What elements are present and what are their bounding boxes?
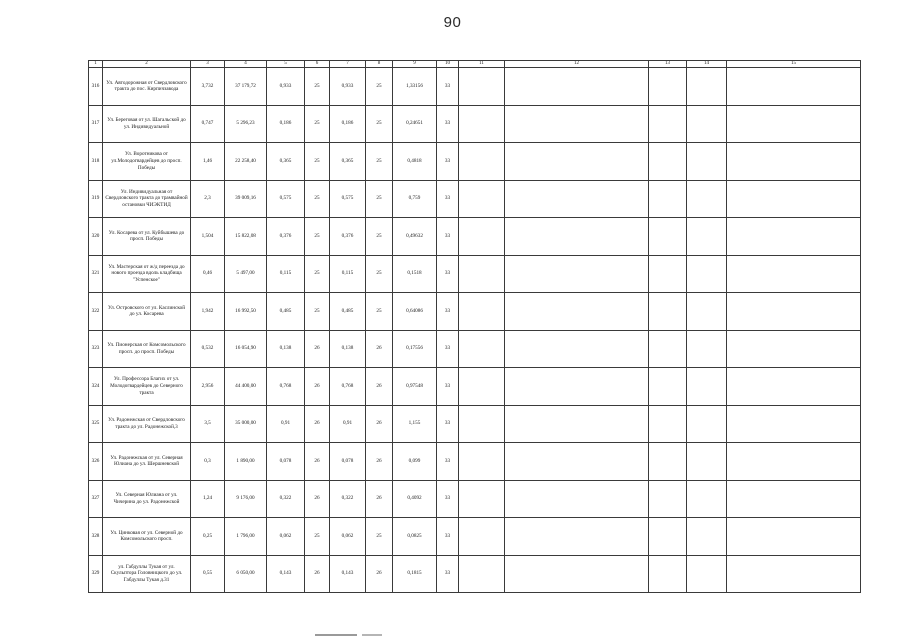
- cell-empty: [649, 255, 687, 293]
- cell-empty: [687, 368, 727, 406]
- cell-empty: [649, 368, 687, 406]
- cell-empty: [505, 255, 649, 293]
- cell-cost: 5 497,00: [225, 255, 267, 293]
- cell-empty: [505, 518, 649, 556]
- cell-empty: [649, 480, 687, 518]
- cell-no: 319: [89, 180, 103, 218]
- cell-c10: 33: [437, 68, 459, 106]
- cell-c8: 25: [366, 143, 393, 181]
- cell-c7: 0,933: [330, 68, 366, 106]
- cell-c9: 0,4092: [393, 480, 437, 518]
- cell-empty: [687, 330, 727, 368]
- cell-empty: [459, 68, 505, 106]
- table-row: [89, 480, 861, 518]
- cell-name: Ул. Мастерская от ж/д переезда до нового проезда вдоль кладбища "Успенское": [103, 255, 191, 293]
- cell-cost: 6 050,00: [225, 555, 267, 593]
- cell-empty: [687, 555, 727, 593]
- cell-c6: 26: [305, 368, 330, 406]
- cell-c9: 1,33156: [393, 68, 437, 106]
- register-table: [88, 60, 861, 593]
- header-row: [89, 61, 861, 68]
- cell-c5: 0,365: [267, 143, 305, 181]
- cell-empty: [649, 555, 687, 593]
- cell-empty: [687, 255, 727, 293]
- cell-name: Ул. Радонежская от ул. Северная Юлиана до ул. Шершневской: [103, 443, 191, 481]
- cell-c9: 0,24651: [393, 105, 437, 143]
- cell-c9: 0,099: [393, 443, 437, 481]
- table-row: [89, 368, 861, 406]
- column-header: 5: [267, 61, 305, 68]
- cell-c9: 0,1518: [393, 255, 437, 293]
- cell-cost: 5 296,23: [225, 105, 267, 143]
- cell-cost: 44 400,00: [225, 368, 267, 406]
- table-row: [89, 293, 861, 331]
- cell-c5: 0,91: [267, 405, 305, 443]
- cell-c5: 0,768: [267, 368, 305, 406]
- cell-empty: [505, 218, 649, 256]
- column-header: 11: [459, 61, 505, 68]
- cell-empty: [727, 443, 861, 481]
- column-header: 8: [366, 61, 393, 68]
- cell-cost: 1 890,00: [225, 443, 267, 481]
- cell-no: 320: [89, 218, 103, 256]
- cell-empty: [727, 180, 861, 218]
- cell-empty: [649, 180, 687, 218]
- cell-len: 0,532: [191, 330, 225, 368]
- cell-name: Ул. Северная Юлиана от ул. Чичерина до ул. Радонежской: [103, 480, 191, 518]
- table-row: [89, 105, 861, 143]
- cell-c6: 25: [305, 293, 330, 331]
- cell-c5: 0,138: [267, 330, 305, 368]
- table-row: [89, 143, 861, 181]
- cell-len: 1,504: [191, 218, 225, 256]
- cell-c10: 33: [437, 255, 459, 293]
- cell-no: 318: [89, 143, 103, 181]
- cell-len: 2,956: [191, 368, 225, 406]
- column-header: 13: [649, 61, 687, 68]
- cell-name: Ул. Профессора Благих от ул. Молодогвардейцев до Северного тракта: [103, 368, 191, 406]
- column-header: 7: [330, 61, 366, 68]
- cell-c8: 25: [366, 180, 393, 218]
- cell-empty: [687, 443, 727, 481]
- column-header: 2: [103, 61, 191, 68]
- cell-no: 324: [89, 368, 103, 406]
- cell-c6: 26: [305, 405, 330, 443]
- cell-c10: 33: [437, 443, 459, 481]
- cell-empty: [459, 293, 505, 331]
- cell-len: 0,55: [191, 555, 225, 593]
- cell-len: 3,732: [191, 68, 225, 106]
- cell-empty: [649, 105, 687, 143]
- cell-empty: [459, 480, 505, 518]
- cell-c10: 33: [437, 330, 459, 368]
- cell-empty: [649, 405, 687, 443]
- cell-c9: 0,49632: [393, 218, 437, 256]
- cell-c10: 33: [437, 180, 459, 218]
- cell-empty: [459, 330, 505, 368]
- cell-c5: 0,933: [267, 68, 305, 106]
- cell-c7: 0,376: [330, 218, 366, 256]
- cell-empty: [505, 180, 649, 218]
- cell-c8: 26: [366, 405, 393, 443]
- cell-empty: [727, 68, 861, 106]
- cell-c7: 0,365: [330, 143, 366, 181]
- cell-empty: [459, 255, 505, 293]
- cell-c10: 33: [437, 518, 459, 556]
- cell-c9: 0,17556: [393, 330, 437, 368]
- cell-cost: 35 000,00: [225, 405, 267, 443]
- cell-c9: 0,0825: [393, 518, 437, 556]
- cell-c6: 26: [305, 330, 330, 368]
- cell-c6: 25: [305, 143, 330, 181]
- cell-empty: [687, 180, 727, 218]
- table-row: [89, 68, 861, 106]
- cell-c10: 33: [437, 480, 459, 518]
- cell-c10: 33: [437, 218, 459, 256]
- cell-c7: 0,078: [330, 443, 366, 481]
- cell-c8: 25: [366, 218, 393, 256]
- footer-rule: [315, 634, 357, 636]
- cell-empty: [687, 293, 727, 331]
- table-body: [89, 68, 861, 593]
- cell-cost: 37 179,72: [225, 68, 267, 106]
- cell-no: 322: [89, 293, 103, 331]
- cell-empty: [505, 105, 649, 143]
- cell-c8: 25: [366, 68, 393, 106]
- cell-empty: [727, 218, 861, 256]
- cell-c10: 33: [437, 105, 459, 143]
- cell-empty: [505, 368, 649, 406]
- cell-c6: 25: [305, 105, 330, 143]
- cell-c8: 26: [366, 443, 393, 481]
- column-header: 6: [305, 61, 330, 68]
- column-header: 14: [687, 61, 727, 68]
- cell-c5: 0,485: [267, 293, 305, 331]
- table-row: [89, 218, 861, 256]
- cell-c6: 26: [305, 555, 330, 593]
- cell-name: ул. Габдуллы Тукая от ул. Скульптора Головницкого до ул. Габдуллы Тукая д.31: [103, 555, 191, 593]
- cell-c5: 0,062: [267, 518, 305, 556]
- column-header: 3: [191, 61, 225, 68]
- cell-no: 325: [89, 405, 103, 443]
- cell-c9: 0,97548: [393, 368, 437, 406]
- cell-c9: 0,1815: [393, 555, 437, 593]
- cell-len: 0,747: [191, 105, 225, 143]
- cell-cost: 22 258,40: [225, 143, 267, 181]
- cell-empty: [727, 368, 861, 406]
- cell-c6: 25: [305, 180, 330, 218]
- cell-len: 1,942: [191, 293, 225, 331]
- cell-empty: [687, 405, 727, 443]
- cell-c7: 0,322: [330, 480, 366, 518]
- cell-len: 0,25: [191, 518, 225, 556]
- cell-c8: 25: [366, 293, 393, 331]
- cell-empty: [505, 405, 649, 443]
- cell-c5: 0,376: [267, 218, 305, 256]
- cell-cost: 1 796,00: [225, 518, 267, 556]
- cell-empty: [505, 293, 649, 331]
- cell-empty: [727, 518, 861, 556]
- cell-no: 321: [89, 255, 103, 293]
- cell-no: 328: [89, 518, 103, 556]
- cell-empty: [505, 330, 649, 368]
- column-header: 12: [505, 61, 649, 68]
- cell-empty: [459, 518, 505, 556]
- cell-empty: [727, 293, 861, 331]
- column-header: 15: [727, 61, 861, 68]
- cell-empty: [459, 218, 505, 256]
- table-row: [89, 443, 861, 481]
- cell-empty: [687, 143, 727, 181]
- cell-name: Ул. Цинковая от ул. Северной до Комсомольского просп.: [103, 518, 191, 556]
- cell-len: 1,24: [191, 480, 225, 518]
- cell-empty: [649, 143, 687, 181]
- cell-c6: 25: [305, 255, 330, 293]
- cell-no: 316: [89, 68, 103, 106]
- table-row: [89, 405, 861, 443]
- cell-c5: 0,143: [267, 555, 305, 593]
- cell-cost: 16 992,50: [225, 293, 267, 331]
- cell-empty: [727, 105, 861, 143]
- cell-len: 2,3: [191, 180, 225, 218]
- cell-empty: [459, 555, 505, 593]
- cell-len: 3,5: [191, 405, 225, 443]
- cell-empty: [459, 405, 505, 443]
- cell-empty: [727, 405, 861, 443]
- cell-empty: [505, 555, 649, 593]
- cell-c5: 0,322: [267, 480, 305, 518]
- cell-empty: [727, 330, 861, 368]
- cell-name: Ул. Косарева от ул. Куйбышева до просп. Победы: [103, 218, 191, 256]
- cell-c7: 0,575: [330, 180, 366, 218]
- cell-len: 0,3: [191, 443, 225, 481]
- cell-empty: [687, 105, 727, 143]
- cell-empty: [649, 518, 687, 556]
- cell-cost: 9 176,00: [225, 480, 267, 518]
- cell-c10: 33: [437, 555, 459, 593]
- cell-name: Ул. Воротникова от ул.Молодогвардейцев до просп. Победы: [103, 143, 191, 181]
- cell-c7: 0,768: [330, 368, 366, 406]
- cell-c7: 0,062: [330, 518, 366, 556]
- column-header: 10: [437, 61, 459, 68]
- column-header: 1: [89, 61, 103, 68]
- cell-c10: 33: [437, 405, 459, 443]
- cell-empty: [505, 443, 649, 481]
- cell-c9: 1,155: [393, 405, 437, 443]
- cell-no: 329: [89, 555, 103, 593]
- cell-empty: [687, 480, 727, 518]
- cell-len: 1,46: [191, 143, 225, 181]
- cell-c7: 0,138: [330, 330, 366, 368]
- cell-empty: [505, 143, 649, 181]
- cell-name: Ул. Индивидуальная от Свердловского тракта до трамвайной остановки ЧИЭКТИД: [103, 180, 191, 218]
- table-row: [89, 555, 861, 593]
- cell-empty: [649, 330, 687, 368]
- cell-c7: 0,91: [330, 405, 366, 443]
- cell-c5: 0,115: [267, 255, 305, 293]
- footer-rule-short: [362, 634, 382, 636]
- column-header: 9: [393, 61, 437, 68]
- cell-empty: [727, 555, 861, 593]
- cell-c9: 0,4818: [393, 143, 437, 181]
- column-header: 4: [225, 61, 267, 68]
- table-row: [89, 330, 861, 368]
- cell-name: Ул. Пионерская от Комсомольского просп. до просп. Победы: [103, 330, 191, 368]
- table-row: [89, 518, 861, 556]
- cell-empty: [459, 143, 505, 181]
- cell-empty: [459, 105, 505, 143]
- table-row: [89, 180, 861, 218]
- cell-empty: [687, 68, 727, 106]
- cell-c6: 26: [305, 443, 330, 481]
- cell-empty: [727, 480, 861, 518]
- cell-c8: 26: [366, 368, 393, 406]
- cell-c5: 0,575: [267, 180, 305, 218]
- cell-c8: 26: [366, 480, 393, 518]
- cell-name: Ул. Береговая от ул. Шагальской до ул. Индивидуальной: [103, 105, 191, 143]
- cell-c10: 33: [437, 143, 459, 181]
- table-row: [89, 255, 861, 293]
- cell-empty: [505, 480, 649, 518]
- cell-c8: 25: [366, 518, 393, 556]
- cell-c6: 25: [305, 218, 330, 256]
- cell-empty: [727, 255, 861, 293]
- cell-c6: 25: [305, 68, 330, 106]
- cell-c7: 0,115: [330, 255, 366, 293]
- cell-no: 326: [89, 443, 103, 481]
- cell-empty: [687, 218, 727, 256]
- cell-c8: 26: [366, 330, 393, 368]
- cell-empty: [687, 518, 727, 556]
- cell-c5: 0,078: [267, 443, 305, 481]
- cell-c6: 25: [305, 518, 330, 556]
- cell-empty: [649, 68, 687, 106]
- cell-name: Ул. Радонежская от Свердловского тракта до ул. Радонежской,3: [103, 405, 191, 443]
- cell-no: 327: [89, 480, 103, 518]
- cell-empty: [505, 68, 649, 106]
- cell-c8: 26: [366, 555, 393, 593]
- cell-cost: 15 822,08: [225, 218, 267, 256]
- cell-empty: [649, 443, 687, 481]
- cell-c7: 0,143: [330, 555, 366, 593]
- cell-c9: 0,64086: [393, 293, 437, 331]
- cell-empty: [459, 180, 505, 218]
- cell-c10: 33: [437, 368, 459, 406]
- cell-cost: 16 054,90: [225, 330, 267, 368]
- cell-c10: 33: [437, 293, 459, 331]
- cell-len: 0,46: [191, 255, 225, 293]
- cell-empty: [727, 143, 861, 181]
- cell-c7: 0,485: [330, 293, 366, 331]
- page-number: 90: [443, 14, 462, 31]
- cell-c8: 25: [366, 255, 393, 293]
- cell-no: 323: [89, 330, 103, 368]
- cell-empty: [649, 293, 687, 331]
- cell-c8: 25: [366, 105, 393, 143]
- cell-c7: 0,186: [330, 105, 366, 143]
- cell-c5: 0,186: [267, 105, 305, 143]
- cell-c6: 26: [305, 480, 330, 518]
- cell-cost: 39 009,16: [225, 180, 267, 218]
- cell-no: 317: [89, 105, 103, 143]
- cell-c9: 0,759: [393, 180, 437, 218]
- cell-empty: [459, 368, 505, 406]
- cell-empty: [459, 443, 505, 481]
- cell-name: Ул. Островского от ул. Каслинской до ул. Косарева: [103, 293, 191, 331]
- cell-empty: [649, 218, 687, 256]
- cell-name: Ул. Автодорожная от Свердловского тракта до пос. Кирпичзавода: [103, 68, 191, 106]
